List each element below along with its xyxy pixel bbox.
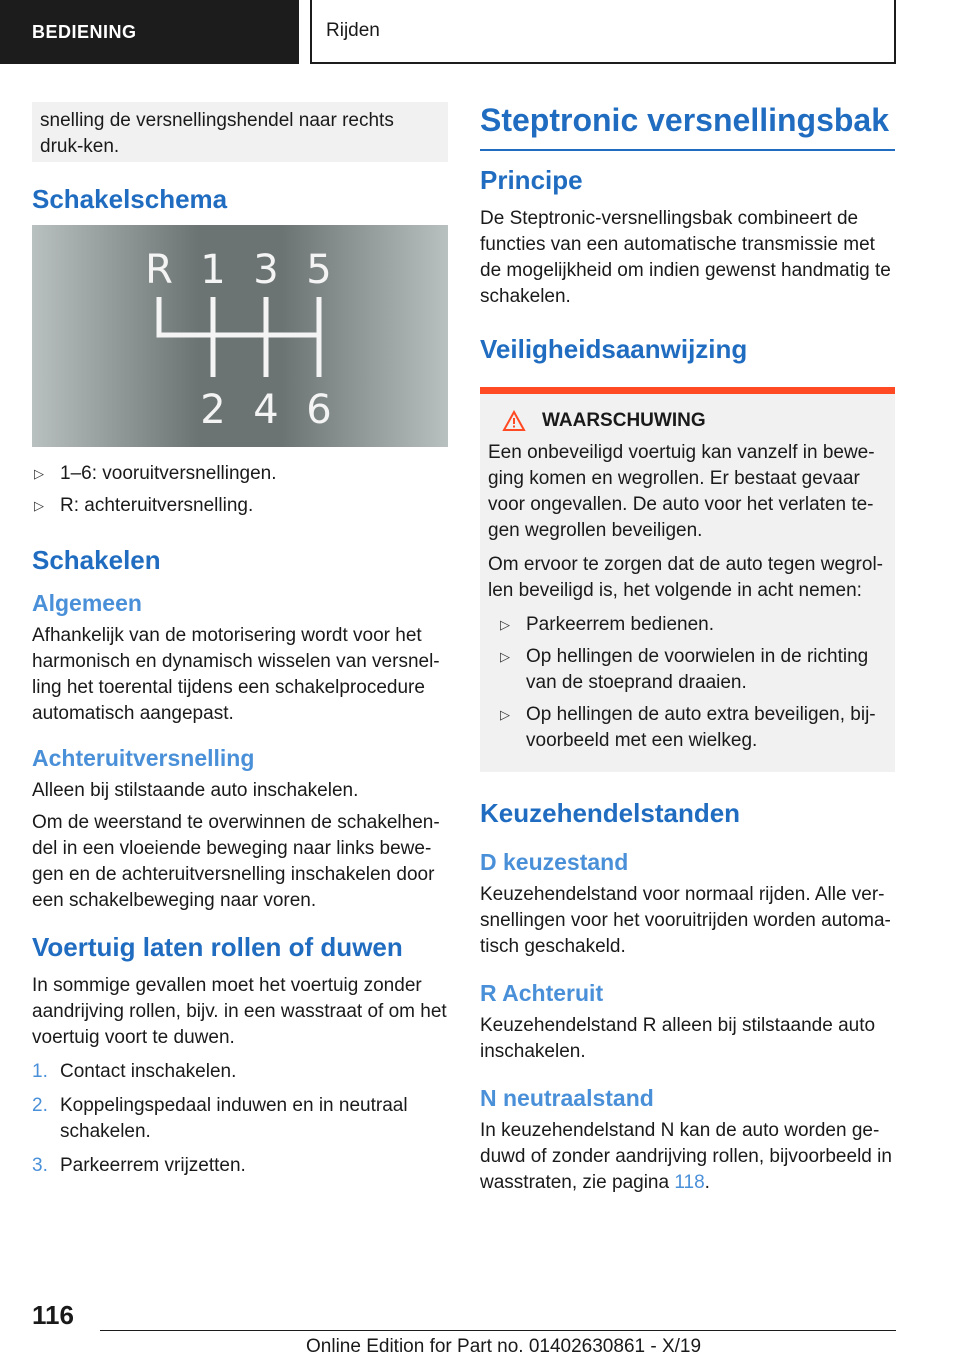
- list-item: ▷ Op hellingen de auto extra beveiligen, bij-voorbeeld met een wielkeg.: [500, 704, 876, 751]
- right-column: [480, 102, 895, 1202]
- footer-divider: [100, 1330, 896, 1331]
- heading-algemeen: Algemeen: [32, 590, 142, 616]
- triangle-bullet-icon: ▷: [500, 617, 510, 632]
- gear-label-4: 4: [253, 387, 279, 433]
- footer-edition: Online Edition for Part no. 01402630861 - X/19: [306, 1336, 702, 1357]
- warning-title: WAARSCHUWING: [488, 410, 887, 432]
- triangle-bullet-icon: ▷: [34, 498, 44, 513]
- paragraph-d-keuzestand: Keuzehendelstand voor normaal rijden. Alle ver-snellingen voor het vooruitrijden worden automa-tisch geschakeld.: [480, 884, 891, 957]
- shift-gate-lines: [159, 297, 319, 377]
- warning-paragraph-1: Een onbeveiligd voertuig kan vanzelf in bewe-ging komen en wegrollen. Er bestaat gevaar voor ongevallen. De auto voor het verlaten te-gen wegrollen beveiligen.: [488, 442, 875, 541]
- heading-d-keuzestand: D keuzestand: [480, 849, 629, 875]
- gear-label-5: 5: [306, 247, 332, 293]
- list-item: ▷ Op hellingen de voorwielen in de richting van de stoeprand draaien.: [500, 646, 869, 693]
- continued-note: snelling de versnellingshendel naar rechts druk-ken.: [32, 102, 448, 162]
- paragraph-r-achteruit: Keuzehendelstand R alleen bij stilstaande auto inschakelen.: [480, 1015, 876, 1062]
- gear-label-2: 2: [200, 387, 226, 433]
- gear-legend-list: [32, 461, 448, 519]
- paragraph-rollen: In sommige gevallen moet het voertuig zonder aandrijving rollen, bijv. in een wasstraat of om het voertuig voort te duwen.: [32, 975, 447, 1048]
- warning-paragraph-2: Om ervoor te zorgen dat de auto tegen wegrol-len beveiligd is, het volgende in acht nemen:: [488, 554, 884, 601]
- gear-label-r: R: [145, 247, 173, 293]
- list-item: 2. Koppelingspedaal induwen en in neutraal schakelen.: [32, 1095, 408, 1142]
- heading-n-neutraalstand: N neutraalstand: [480, 1085, 654, 1111]
- list-item: ▷ R: achteruitversnelling.: [32, 493, 448, 519]
- list-item: 3. Parkeerrem vrijzetten.: [32, 1155, 246, 1176]
- gear-label-6: 6: [306, 387, 332, 433]
- shift-pattern-diagram: [32, 225, 448, 447]
- left-column: [32, 102, 448, 1187]
- warning-bullet-list: [498, 612, 887, 754]
- heading-voertuig-rollen: Voertuig laten rollen of duwen: [32, 932, 403, 962]
- triangle-bullet-icon: ▷: [500, 649, 510, 664]
- paragraph-achteruit-2: Om de weerstand te overwinnen de schakelhen-del in een vloeiende beweging naar links bewe-gen en de achteruitversnelling inschakelen door een schakelbeweging naar voren.: [32, 812, 440, 911]
- triangle-bullet-icon: ▷: [34, 466, 44, 481]
- heading-r-achteruit: R Achteruit: [480, 980, 604, 1006]
- warning-triangle-icon: [502, 410, 526, 432]
- paragraph-algemeen: Afhankelijk van de motorisering wordt voor het harmonisch en dynamisch wisselen van versnel-ling het toerental tijdens een schakelprocedure automatisch aangepast.: [32, 625, 440, 724]
- list-item: ▷ 1–6: vooruitversnellingen.: [32, 461, 448, 487]
- heading-keuzehendelstanden: Keuzehendelstanden: [480, 798, 741, 828]
- gear-label-3: 3: [253, 247, 279, 293]
- warning-box: [480, 387, 895, 772]
- list-item: ▷ Parkeerrem bedienen.: [498, 612, 887, 638]
- header-chapter: Rijden: [310, 0, 896, 64]
- header-section: BEDIENING: [0, 0, 299, 64]
- paragraph-n-neutraalstand: In keuzehendelstand N kan de auto worden ge-duwd of zonder aandrijving rollen, bijvoorbeeld in wasstraten, zie pagina 118.: [480, 1120, 892, 1193]
- triangle-bullet-icon: ▷: [500, 707, 510, 722]
- heading-schakelen: Schakelen: [32, 545, 161, 575]
- paragraph-achteruit-1: Alleen bij stilstaande auto inschakelen.: [32, 780, 359, 801]
- heading-veiligheidsaanwijzing: Veiligheidsaanwijzing: [480, 334, 748, 364]
- heading-principe: Principe: [480, 165, 583, 195]
- page-number: 116: [32, 1300, 74, 1330]
- paragraph-principe: De Steptronic-versnellingsbak combineert de functies van een automatische transmissie met de mogelijkheid om indien gewenst handmatig te schakelen.: [480, 208, 891, 307]
- heading-achteruitversnelling: Achteruitversnelling: [32, 745, 255, 771]
- rollen-steps-list: [32, 1059, 448, 1179]
- gear-label-1: 1: [200, 247, 226, 293]
- page-title: Steptronic versnellingsbak: [480, 102, 895, 151]
- heading-schakelschema: Schakelschema: [32, 184, 228, 214]
- list-item: 1. Contact inschakelen.: [32, 1061, 237, 1082]
- page-link-118[interactable]: 118: [674, 1172, 705, 1193]
